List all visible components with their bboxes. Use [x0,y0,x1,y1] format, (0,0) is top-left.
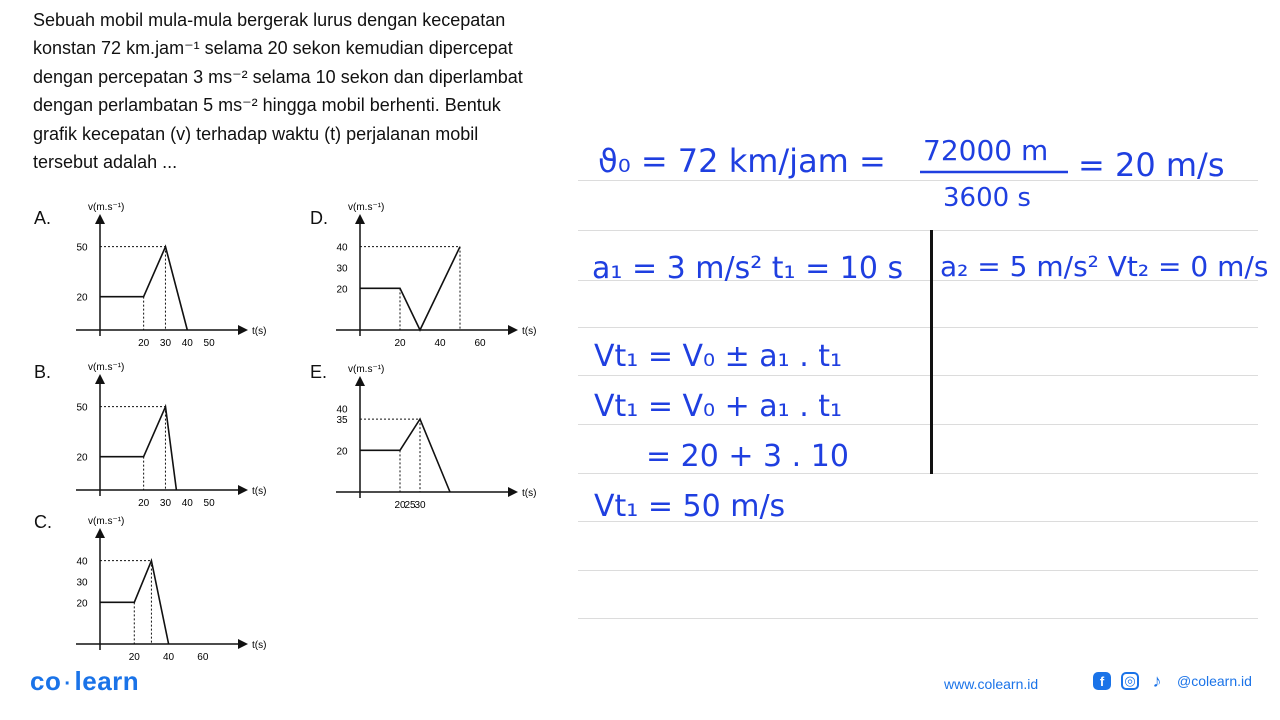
logo-dot: · [64,673,72,695]
option-e-letter: E. [310,362,328,382]
y-tick-label: 20 [336,284,348,296]
x-tick-label: 50 [203,338,215,349]
y-axis-arrow [355,376,365,386]
x-tick-label: 50 [203,498,215,509]
question-line: tersebut adalah ... [33,152,178,173]
y-axis-label: v(m.s⁻¹) [88,202,125,213]
option-c-graph [70,512,267,663]
logo-learn: learn [74,666,140,696]
y-axis-arrow [95,374,105,384]
y-tick-label: 40 [76,556,88,568]
question-text [33,6,569,176]
y-axis-arrow [355,214,365,224]
x-axis-label: t(s) [252,486,267,497]
hw-frac-num: 72000 m [923,134,1049,167]
x-axis-label: t(s) [522,488,537,499]
y-tick-label: 20 [336,446,348,458]
y-axis-arrow [95,214,105,224]
y-tick-label: 30 [76,577,88,589]
y-tick-label: 50 [76,242,88,254]
y-tick-label: 35 [336,415,348,427]
y-tick-label: 20 [76,452,88,464]
option-b-graph [70,358,267,509]
social-links [1093,672,1252,690]
y-axis-arrow [95,528,105,538]
option-a-letter: A. [34,208,52,228]
x-axis-label: t(s) [522,326,537,337]
option-d-letter: D. [310,208,328,228]
hw-step-2: Vt₁ = V₀ + a₁ . t₁ [594,389,843,424]
option-d-graph [330,198,537,349]
question-line: dengan perlambatan 5 ms⁻² hingga mobil berhenti. Bentuk [33,95,501,116]
hw-frac-den: 3600 s [943,183,1031,213]
x-tick-label: 20 [128,652,140,663]
website-link[interactable]: www.colearn.id [944,676,1039,692]
x-tick-label: 20 [138,498,150,509]
option-b-letter: B. [34,362,52,382]
y-tick-label: 20 [76,598,88,610]
tiktok-icon[interactable]: ♪ [1152,670,1162,691]
option-e-graph [330,360,537,511]
x-tick-label: 30 [414,500,426,511]
x-tick-label: 60 [474,338,486,349]
y-axis-label: v(m.s⁻¹) [88,516,125,527]
velocity-line [360,247,460,330]
hw-v0-line: ϑ₀ = 72 km/jam = [598,142,886,180]
x-tick-label: 30 [159,498,172,509]
y-axis-label: v(m.s⁻¹) [348,364,385,375]
question-line: konstan 72 km.jam⁻¹ selama 20 sekon kemudian dipercepat [33,38,513,59]
hw-step-1: Vt₁ = V₀ ± a₁ . t₁ [594,339,843,374]
x-axis-arrow [508,487,518,497]
facebook-icon[interactable]: f [1093,672,1111,690]
logo-co: co [30,666,62,696]
hw-step-3: = 20 + 3 . 10 [646,439,849,474]
hw-step-4: Vt₁ = 50 m/s [594,489,786,524]
x-tick-label: 40 [163,652,175,663]
y-tick-label: 50 [76,402,88,414]
question-line: Sebuah mobil mula-mula bergerak lurus dengan kecepatan [33,10,506,30]
x-axis-arrow [238,639,248,649]
velocity-line [100,407,176,490]
x-axis-arrow [508,325,518,335]
x-tick-label: 40 [434,338,446,349]
hw-given-left: a₁ = 3 m/s² t₁ = 10 s [592,251,904,286]
option-a-graph [70,198,267,349]
x-tick-label: 20 [138,338,150,349]
rule-line [578,618,1258,619]
x-tick-label: 40 [181,498,193,509]
handwritten-work [578,120,1269,524]
y-tick-label: 40 [336,242,348,254]
x-axis-label: t(s) [252,326,267,337]
solution-area [578,120,1269,640]
question-line: grafik kecepatan (v) terhadap waktu (t) perjalanan mobil [33,123,479,144]
x-axis-label: t(s) [252,640,267,651]
x-tick-label: 25 [404,500,416,511]
x-tick-label: 20 [394,500,406,511]
velocity-line [360,419,450,492]
y-tick-label: 40 [336,404,348,416]
x-axis-arrow [238,325,248,335]
rule-line [578,570,1258,571]
instagram-icon[interactable]: ◎ [1121,672,1139,690]
x-tick-label: 30 [159,338,172,349]
y-tick-label: 30 [336,263,348,275]
y-axis-label: v(m.s⁻¹) [348,202,385,213]
hw-given-right: a₂ = 5 m/s² Vt₂ = 0 m/s [940,250,1269,283]
y-tick-label: 20 [76,292,88,304]
y-axis-label: v(m.s⁻¹) [88,362,125,373]
option-c-letter: C. [34,512,52,532]
x-tick-label: 60 [197,652,209,663]
x-axis-arrow [238,485,248,495]
x-tick-label: 20 [394,338,406,349]
x-tick-label: 40 [181,338,193,349]
hw-v0-result: = 20 m/s [1078,146,1225,184]
colearn-logo [30,666,139,697]
question-line: dengan percepatan 3 ms⁻² selama 10 sekon dan diperlambat [33,66,523,87]
social-handle[interactable]: @colearn.id [1177,673,1252,689]
